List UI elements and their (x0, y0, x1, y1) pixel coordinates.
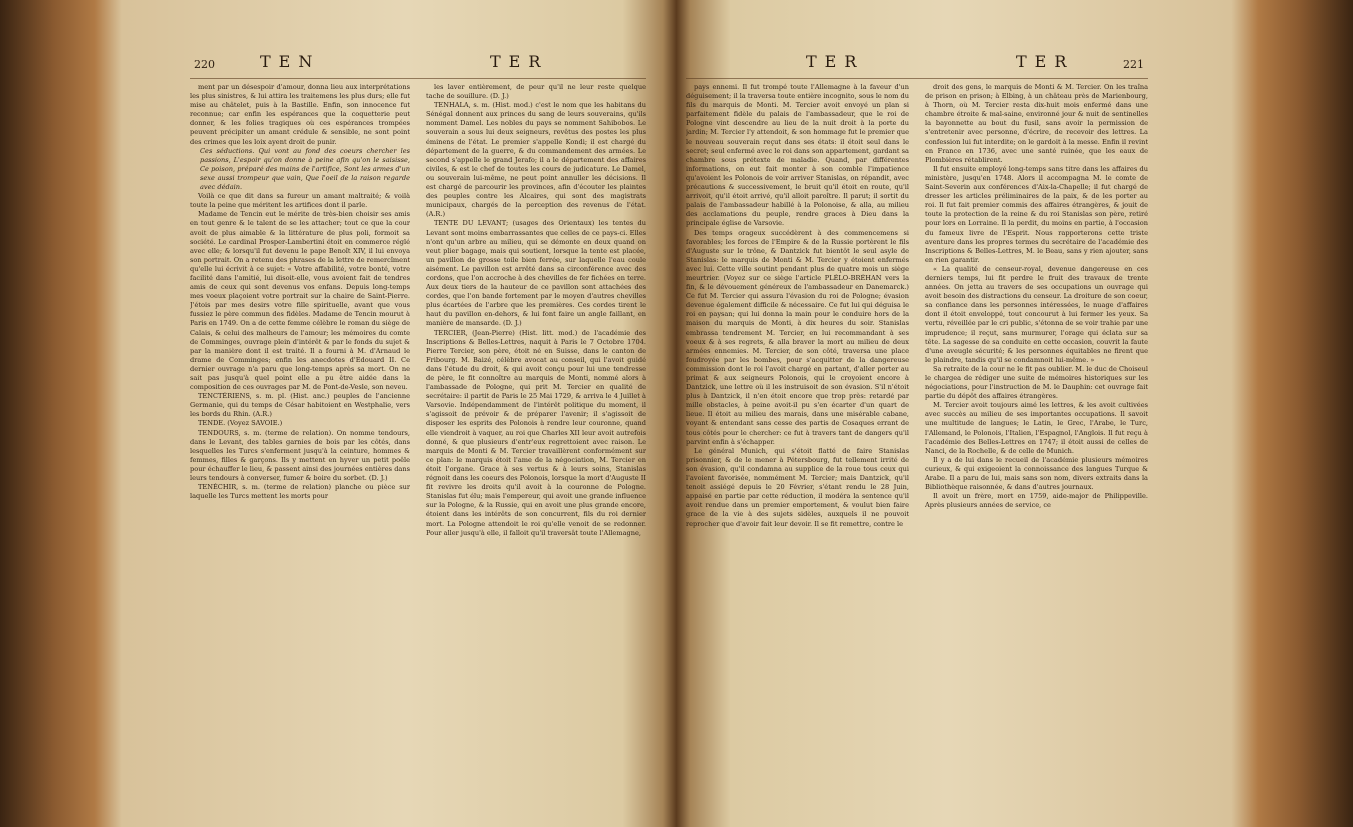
entry-tendours: TENDOURS, s. m. (terme de relation). On nomme tendours, dans le Levant, des tables garnies de bois par les côtés, dans lesquelles les Turcs s'enferment jusqu'à la ceinture, hommes & femmes, filles & garçons. Ils y mettent en hyver un petit poêle pour échauffer le lieu, & passent ainsi des journées entières dans leurs tendours à converser, fumer & boire du sorbet. (D. J.) (190, 428, 410, 483)
left-column-1 (190, 83, 410, 823)
right-heading-secondary: TER (1016, 52, 1075, 71)
entry-tende: TENDE. (Voyez SAVOIE.) (198, 419, 283, 428)
paragraph: Madame de Tencin eut le mérite de très-bien choisir ses amis en tout genre & le talent de se les attacher; tout ce que la cour avoit de plus aimable & la littérature de plus poli, formoit sa société. Le cardinal Prosper-Lambertini étoit en commerce réglé avec elle; & lorsqu'il fut devenu le pape Benoît XIV, il lui envoya son portrait. On a retenu des phrases de la lettre de remercîment qu'elle lui écrivit à ce sujet: « Votre affabilité, votre bonté, votre facilité dans l'amitié, lui disoit-elle, vous avoient fait de tendres amis de ceux qui sont devenus vos enfans. Depuis long-temps mes voeux plaçoient votre portrait sur la chaire de Saint-Pierre. J'étois par mes desirs votre fille spirituelle, avant que vous fussiez le père commun des fidèles. Madame de Tencin mourut à Paris en 1749. On a de cette femme célèbre le roman du siège de Calais, & celui des malheurs de l'amour; les mémoires du comte de Comminges, ouvrage plein d'intérêt & par le fonds du sujet & par la manière dont il est traité. Il a fourni à M. d'Arnaud le drame de Comminges; enfin les anecdotes d'Edouard II. Ce dernier ouvrage n'a paru que long-temps après sa mort. On ne sait pas jusqu'à quel point elle a pu être aidée dans la composition de ces ouvrages par M. de Pont-de-Vesle, son neveu. (190, 210, 410, 392)
paragraph: Des temps orageux succédèrent à des commencemens si favorables; les forces de l'Empire & de la Russie portèrent le fils d'Auguste sur le trône, & Dantzick fut bientôt le seul asyle de Stanislas: le marquis de Monti & M. Tercier y étoient enfermés avec lui. Cette ville soutint pendant plus de quatre mois un siège meurtrier. (Voyez sur ce siège l'article PLÉLO-BRÉHAN vers la fin, & le dévouement généreux de l'ambassadeur en Danemarck.) Ce fut M. Tercier qui assura l'évasion du roi de Pologne; évasion devenue également difficile & nécessaire. Ce fut lui qui déguisa le roi en paysan; qui lui donna la main pour le conduire hors de la maison du marquis de Monti, à dix heures du soir. Stanislas embrassa tendrement M. Tercier, en lui recommandant à ses voeux & à ses regrets, & alla braver la mort au milieu de deux armées ennemies. M. Tercier, de son côté, traversa une place foudroyée par les bombes, pour s'acquitter de la dangereuse commission dont le roi l'avoit chargé en partant, d'aller porter au primat & aux seigneurs Polonois, qui le croyoient encore à Dantzick, une lettre où il les instruisoit de son évasion. S'il n'étoit plus à Dantzick, il n'en étoit encore que trop près: retardé par mille obstacles, à peine avoit-il pu s'en écarter d'un quart de lieue. Il étoit au milieu des marais, dans une misérable cabane, voyant & entendant sans cesse des partis de Cosaques errant de tous côtés pour le chercher: ce fut à travers tant de dangers qu'il parvint enfin à s'échapper. (686, 228, 909, 446)
paragraph: Voilà ce que dit dans sa fureur un amant maltraité; & voilà toute la peine que méritent les artifices dont il parle. (190, 192, 410, 210)
left-head-rule (190, 78, 646, 79)
left-column-2 (426, 83, 646, 823)
verse: Ces séductions. Qui vont au fond des coeurs chercher les passions, L'espoir qu'on donne à peine afin qu'on le saisisse, Ce poison, préparé des mains de l'artifice, Sont les armes d'un sexe aussi trompeur que vain, Que l'oeil de la raison regarde avec dédain. (200, 146, 410, 192)
paragraph: pays ennemi. Il fut trompé toute l'Allemagne à la faveur d'un déguisement; il la traversa toute entière incognito, sous le nom du fils du marquis de Monti. M. Tercier avoit envoyé un plan si parfaitement fidèle du palais de l'ambassadeur, que le roi de Pologne vint descendre au lieu de la nuit droit à la porte du jardin; M. Tercier l'y attendoit, & son hommage fut le premier que le nouveau souverain reçut dans ses états: il étoit seul dans le secret; seul enfermé avec le roi dans son appartement, gardant sa chambre sous prétexte de maladie. Quand, par différentes informations, on eut fait monter à son comble l'impatience qu'avoient les Polonois de voir arriver Stanislas, on répandit, avec précautions & successivement, le bruit qu'il étoit en route, qu'il arrivoit, qu'il étoit arrivé, qu'il alloit paroître. Il parut; il sortit du palais de l'ambassadeur habillé à la Polonoise, & alla, au milieu des acclamations du peuple, rendre graces à Dieu dans la principale église de Varsovie. (686, 83, 909, 228)
left-heading-primary: TEN (260, 52, 321, 71)
paragraph: ment par un désespoir d'amour, donna lieu aux interprétations les plus sinistres, & lui attira les traitemens les plus durs; elle fut mise au châtelet, puis à la Bastille. Enfin, son innocence fut reconnue; car enfin les espérances que la coquetterie peut donner, & les folies tragiques où ces espérances trompées peuvent précipiter un amant crédule & sensible, ne sont point des crimes que les loix ayent droit de punir. (190, 83, 410, 146)
left-page (190, 52, 646, 827)
paragraph: Il fut ensuite employé long-temps sans titre dans les affaires du ministère, jusqu'en 1748. Alors il accompagna M. le comte de Saint-Severin aux conférences d'Aix-la-Chapelle; il fut chargé de dresser les articles préliminaires de la paix, & de les porter au roi. Il fut fait premier commis des affaires étrangères, & jouit de toute la protection de la reine & du roi Stanislas son père, retiré pour lors en Lorraine. Il la perdit, du moins en partie, à l'occasion du fameux livre de l'Esprit. Nous rapporterons cette triste aventure dans les propres termes du secrétaire de l'académie des Inscriptions & Belles-Lettres, M. le Beau, sans y rien ajouter, sans en rien garantir. (925, 164, 1148, 264)
entry-tenechir: TENÉCHIR, s. m. (terme de relation) planche ou pièce sur laquelle les Turcs mettent les morts pour (190, 483, 410, 501)
right-heading-primary: TER (806, 52, 865, 71)
entry-tencteriens: TENCTÉRIENS, s. m. pl. (Hist. anc.) peuples de l'ancienne Germanie, qui du temps de César habitoient en Westphalie, vers les bords du Rhin. (A.R.) (190, 392, 410, 419)
entry-tercier: TERCIER, (Jean-Pierre) (Hist. litt. mod.) de l'académie des Inscriptions & Belles-Lettres, naquit à Paris le 7 Octobre 1704. Pierre Tercier, son père, étoit né en Suisse, dans le canton de Fribourg. M. Baizé, célèbre avocat au conseil, qui l'avoit guidé dans l'étude du droit, & qui avoit conçu pour lui une tendresse de père, le fit connoître au marquis de Monti, nommé alors à l'ambassade de Pologne, qui prit M. Tercier en qualité de secrétaire: il partit de Paris le 25 Mai 1729, & arriva le 4 Juillet à Varsovie. Indépendamment de l'intérêt politique du moment, il s'agissoit de prévoir & de préparer l'avenir; il s'agissoit de disposer les esprits des Polonois à rendre leur couronne, quand elle viendroit à vaquer, au roi que Charles XII leur avoit autrefois donné, & que plusieurs d'entr'eux regrettoient avec raison. Le marquis de Monti & M. Tercier travaillèrent conformément sur ce plan: le marquis étoit l'ame de la négociation, M. Tercier en étoit l'organe. Grace à ses vertus & à leurs soins, Stanislas régnoit dans les coeurs des Polonois, lorsque la mort d'Auguste II fit revivre les droits qu'il avoit à la couronne de Pologne. Stanislas fut élu; mais l'empereur, qui avoit une grande influence sur la Pologne, & la Russie, qui en avoit une plus grande encore, étoient dans les intérêts de son concurrent, fils du roi dernier mort. La Pologne attendoit le roi qu'elle venoit de se redonner. Pour aller jusqu'à elle, il falloit qu'il traversât toute l'Allemagne, (426, 328, 646, 537)
left-heading-secondary: TER (490, 52, 549, 71)
paragraph: Il avoit un frère, mort en 1759, aide-major de Philippeville. Après plusieurs années de service, ce (925, 492, 1148, 510)
paragraph: les laver entièrement, de peur qu'il ne leur reste quelque tache de souillure. (D. J.) (426, 83, 646, 101)
paragraph: droit des gens, le marquis de Monti & M. Tercier. On les traîna de prison en prison; à Elbing, à un château près de Marienbourg, à Thorn, où M. Tercier resta dix-huit mois enfermé dans une chambre étroite & mal-saine, environné jour & nuit de sentinelles la bayonnette au bout du fusil, sans avoir la permission de s'entretenir avec personne, d'écrire, de recevoir des lettres. La confession lui fut interdite; on le gardoit à la messe. Enfin il revint en France en 1736, avec une santé ruinée, que les eaux de Plombières rétablirent. (925, 83, 1148, 164)
left-running-head (190, 52, 646, 78)
right-head-rule (686, 78, 1148, 79)
entry-tente-du-levant: TENTE DU LEVANT; (usages des Orientaux) les tentes du Levant sont moins embarrassantes que celles de ce pays-ci. Elles n'ont qu'un arbre au milieu, qui se démonte en deux quand on veut plier bagage, mais qui soutient, lorsque la tente est placée, un pavillon de grosse toile bien ferrée, sur laquelle l'eau coule aisément. Le pavillon est arrêté dans sa circonférence avec des cordons, que l'on accroche à des chevilles de fer fichées en terre. Aux deux tiers de la hauteur de ce pavillon sont attachées des cordes, que l'on bande fortement par le moyen d'autres chevilles plus écartées de l'arbre que les premières. Ces cordes tirent le haut du pavillon en-dehors, & lui font faire un angle faillant, en manière de mansarde. (D. J.) (426, 219, 646, 328)
paragraph: M. Tercier avoit toujours aimé les lettres, & les avoit cultivées avec succès au milieu de ses importantes occupations. Il savoit une multitude de langues; le Latin, le Grec, l'Arabe, le Turc, l'Allemand, le Polonois, l'Italien, l'Espagnol, l'Anglois. Il fut reçu à l'académie des Belles-Lettres en 1747; il étoit aussi de celles de Nanci, de la Rochelle, & de celle de Munich. (925, 401, 1148, 455)
paragraph: Le général Munich, qui s'étoit flatté de faire Stanislas prisonnier, & de le mener à Pétersbourg, fut tellement irrité de son évasion, qu'il condamna au supplice de la roue tous ceux qui l'avoient favorisée, nommément M. Tercier; mais Dantzick, qu'il tenoit assiégé depuis le 20 Février, s'étant rendu le 28 Juin, appaisé en partie par cette réduction, il modéra la sentence qu'il avoit rendue dans un premier emportement, & voulut bien faire grace de la vie à des sujets sidèles, auxquels il ne pouvoit reprocher que d'avoir fait leur devoir. Il se fit remettre, contre le (686, 446, 909, 528)
right-column-1 (686, 83, 909, 823)
right-column-2 (925, 83, 1148, 823)
paragraph: Sa retraite de la cour ne le fit pas oublier. M. le duc de Choiseul le chargea de rédiger une suite de mémoires historiques sur les négociations, pour l'instruction de M. le Dauphin: cet ouvrage fait partie du dépôt des affaires étrangères. (925, 364, 1148, 401)
left-page-number: 220 (194, 58, 215, 71)
right-running-head (686, 52, 1148, 78)
right-page-number: 221 (1123, 58, 1144, 71)
entry-tenhala: TENHALA, s. m. (Hist. mod.) c'est le nom que les habitans du Sénégal donnent aux princes du sang de leurs souverains, qu'ils nomment Damel. Les nobles du pays se nomment Sahibobos. Le souverain a sous lui deux seigneurs, revêtus des postes les plus éminens de l'état. Le premier s'appelle Kondi; il est chargé du département de la guerre, & du commandement des armées. Le second s'appelle le grand Jerafo; il a le département des affaires civiles, & est le chef de toutes les cours de judicature. Le Damel, ou souverain lui-même, ne peut point annuller les décisions. Il est chargé de parcourir les provinces, afin d'écouter les plaintes des peuples contre les Alcaires, qui sont des magistrats municipaux, chargés de la perception des revenus de l'état. (A.R.) (426, 101, 646, 219)
paragraph: Il y a de lui dans le recueil de l'académie plusieurs mémoires curieux, & qui exigeoient la connoissance des langues Turque & Arabe. Il a paru de lui, mais sans son nom, divers extraits dans la Bibliothèque raisonnée, & dans d'autres journaux. (925, 455, 1148, 492)
right-page (686, 52, 1148, 827)
quotation: « La qualité de censeur-royal, devenue dangereuse en ces derniers temps, lui fit perdre le fruit des travaux de trente années. On jetta au travers de ses occupations un ouvrage qui avoit besoin des distractions du censeur. La droiture de son coeur, sa confiance dans les personnes intéressées, le nuage d'affaires dont il étoit enveloppé, tout concourut à lui fermer les yeux. Sa vertu, réveillée par le cri public, s'étonna de se voir trahie par une imprudence; il reçut, sans murmurer, l'orage qui éclata sur sa tête. La sagesse de sa conduite en cette occasion, couvrit la faute d'une aveugle sécurité; & les personnes équitables ne firent que le plaindre, tandis qu'il se condamnoit lui-même. » (925, 264, 1148, 364)
